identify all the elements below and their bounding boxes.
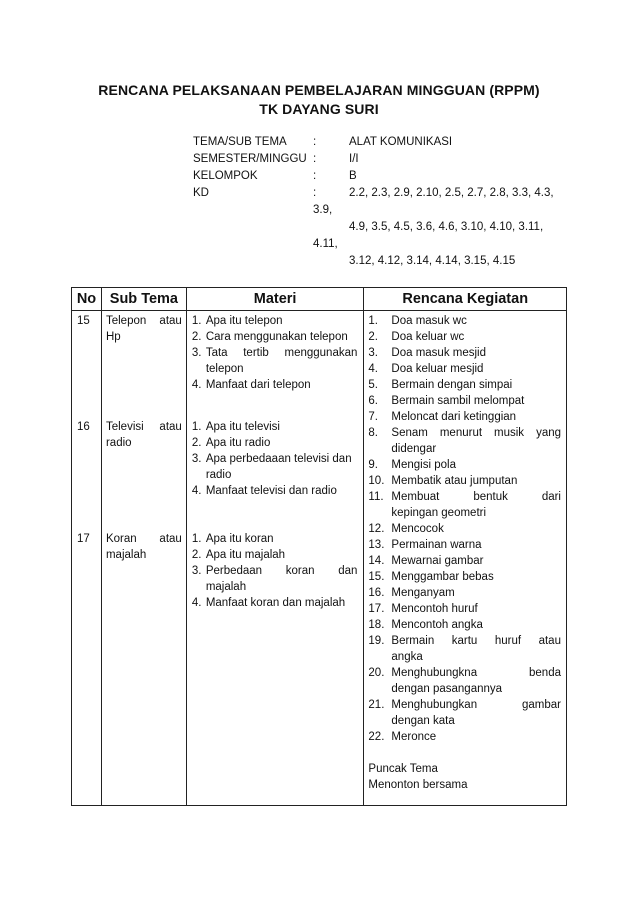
materi-item: Manfaat koran dan majalah: [205, 597, 346, 609]
item-number: 2.: [191, 331, 202, 343]
colon: :: [313, 187, 317, 199]
item-number: 3.: [191, 565, 202, 577]
item-number: 2.: [191, 549, 202, 561]
kegiatan-item: Doa keluar wc: [391, 331, 465, 343]
word: benda: [529, 667, 561, 679]
item-number: 3.: [191, 453, 202, 465]
tema-label: TEMA/SUB TEMA: [193, 136, 287, 148]
kd-line-1-cont: 3.9,: [313, 204, 333, 216]
word: Telepon: [105, 315, 147, 327]
word: dan: [338, 565, 358, 577]
header-no: No: [72, 288, 102, 311]
kelompok-label: KELOMPOK: [193, 170, 258, 182]
word: Bermain: [391, 635, 435, 647]
kegiatan-item: Mewarnai gambar: [391, 555, 484, 567]
sub-tema-line: majalah: [105, 549, 147, 561]
kegiatan-item: Permainan warna: [391, 539, 482, 551]
header-materi: Materi: [186, 288, 364, 311]
kegiatan-item: Bermain dengan simpai: [391, 379, 513, 391]
item-number: 5.: [368, 379, 378, 391]
row-number: 15: [77, 315, 90, 327]
sub-tema-line: [106, 419, 182, 435]
kegiatan-item: Mencontoh angka: [391, 619, 483, 631]
materi-column: [186, 311, 364, 806]
info-block: [193, 134, 573, 267]
word: Menghubungkan: [391, 699, 478, 711]
item-number: 11.: [368, 491, 384, 503]
kegiatan-item: Doa keluar mesjid: [391, 363, 484, 375]
item-number: 13.: [368, 539, 385, 551]
word: Apa perbedaaan televisi dan: [205, 453, 352, 465]
item-number: 15.: [368, 571, 385, 583]
materi-item: Apa itu koran: [205, 533, 274, 545]
kd-label: KD: [193, 187, 209, 199]
word: atau: [538, 635, 561, 647]
materi-item: Manfaat televisi dan radio: [205, 485, 337, 497]
school-name: TK DAYANG SURI: [259, 101, 379, 117]
kd-line-2: 4.9, 3.5, 4.5, 3.6, 4.6, 3.10, 4.10, 3.11,: [349, 221, 544, 233]
materi-item: Apa itu radio: [205, 437, 271, 449]
sub-tema-line: Hp: [105, 331, 121, 343]
word: menggunakan: [284, 347, 358, 359]
item-number: 22.: [368, 731, 385, 743]
word: huruf: [494, 635, 522, 647]
word: Televisi: [105, 421, 144, 433]
materi-item: Apa itu televisi: [205, 421, 280, 433]
item-number: 7.: [368, 411, 378, 423]
sub-tema-line: radio: [105, 437, 132, 449]
kegiatan-item: [391, 425, 561, 441]
no-column: [72, 311, 102, 806]
item-number: 10.: [368, 475, 385, 487]
item-number: 12.: [368, 523, 385, 535]
word: menurut: [439, 427, 483, 439]
kegiatan-item: Doa masuk wc: [391, 315, 467, 327]
kd-line-1: 2.2, 2.3, 2.9, 2.10, 2.5, 2.7, 2.8, 3.3, 4.3,: [349, 187, 554, 199]
kegiatan-item: didengar: [391, 443, 437, 455]
item-number: 17.: [368, 603, 385, 615]
materi-item: Apa itu majalah: [205, 549, 286, 561]
materi-item: Manfaat dari telepon: [205, 379, 311, 391]
item-number: 18.: [368, 619, 385, 631]
sub-tema-line: [106, 531, 182, 547]
word: atau: [159, 533, 182, 545]
word: Koran: [105, 533, 137, 545]
materi-item: radio: [205, 469, 232, 481]
semester-label: SEMESTER/MINGGU: [193, 153, 307, 165]
kegiatan-item: Doa masuk mesjid: [391, 347, 486, 359]
kegiatan-item: Menganyam: [391, 587, 455, 599]
kegiatan-item: Membatik atau jumputan: [391, 475, 518, 487]
kegiatan-item: Meronce: [391, 731, 437, 743]
header-rencana-kegiatan: Rencana Kegiatan: [364, 288, 567, 311]
kegiatan-item: Bermain sambil melompat: [391, 395, 525, 407]
item-number: 4.: [191, 597, 202, 609]
rppm-table: [71, 287, 567, 806]
item-number: 1.: [191, 533, 202, 545]
item-number: 1.: [191, 421, 202, 433]
item-number: 3.: [368, 347, 378, 359]
word: tertib: [243, 347, 269, 359]
kegiatan-item: [391, 665, 561, 681]
header-sub-tema: Sub Tema: [101, 288, 186, 311]
puncak-tema-title: Puncak Tema: [368, 763, 438, 775]
word: gambar: [522, 699, 561, 711]
word: koran: [285, 565, 315, 577]
materi-item: [206, 451, 358, 467]
item-number: 9.: [368, 459, 378, 471]
materi-item: [206, 345, 358, 361]
word: atau: [159, 315, 182, 327]
kegiatan-item: [391, 489, 561, 505]
item-number: 4.: [368, 363, 378, 375]
row-number: 16: [77, 421, 90, 433]
materi-item: telepon: [205, 363, 244, 375]
word: dari: [541, 491, 561, 503]
kegiatan-item: [391, 697, 561, 713]
word: kartu: [451, 635, 478, 647]
word: atau: [159, 421, 182, 433]
item-number: 8.: [368, 427, 378, 439]
item-number: 19.: [368, 635, 385, 647]
kegiatan-column: [364, 311, 567, 806]
word: bentuk: [473, 491, 508, 503]
kegiatan-item: Mencocok: [391, 523, 444, 535]
kegiatan-item: [391, 633, 561, 649]
kegiatan-item: Menggambar bebas: [391, 571, 494, 583]
item-number: 16.: [368, 587, 385, 599]
kegiatan-item: Meloncat dari ketinggian: [391, 411, 517, 423]
materi-item: majalah: [205, 581, 247, 593]
sub-tema-column: [101, 311, 186, 806]
colon: :: [313, 153, 317, 165]
materi-item: Cara menggunakan telepon: [205, 331, 348, 343]
word: Tata: [205, 347, 228, 359]
sub-tema-line: [106, 313, 182, 329]
colon: :: [313, 136, 317, 148]
word: Perbedaan: [205, 565, 263, 577]
item-number: 20.: [368, 667, 385, 679]
puncak-tema-text: Menonton bersama: [368, 779, 468, 791]
semester-value: I/I: [349, 153, 359, 165]
word: musik: [494, 427, 525, 439]
materi-item: [206, 563, 358, 579]
tema-value: ALAT KOMUNIKASI: [349, 136, 453, 148]
materi-item: Apa itu telepon: [205, 315, 283, 327]
item-number: 4.: [191, 379, 202, 391]
kegiatan-item: dengan kata: [391, 715, 455, 727]
item-number: 4.: [191, 485, 202, 497]
kegiatan-item: Mencontoh huruf: [391, 603, 478, 615]
item-number: 14.: [368, 555, 385, 567]
word: Membuat: [391, 491, 440, 503]
kegiatan-item: Mengisi pola: [391, 459, 456, 471]
item-number: 3.: [191, 347, 202, 359]
word: Menghubungkna: [391, 667, 478, 679]
item-number: 2.: [368, 331, 378, 343]
kegiatan-item: dengan pasangannya: [391, 683, 503, 695]
item-number: 1.: [191, 315, 202, 327]
kd-line-2-cont: 4.11,: [313, 238, 338, 250]
word: yang: [536, 427, 561, 439]
kelompok-value: B: [349, 170, 357, 182]
kegiatan-item: kepingan geometri: [391, 507, 487, 519]
kd-line-3: 3.12, 4.12, 3.14, 4.14, 3.15, 4.15: [349, 255, 516, 267]
kegiatan-item: angka: [391, 651, 423, 663]
row-number: 17: [77, 533, 90, 545]
item-number: 6.: [368, 395, 378, 407]
item-number: 1.: [368, 315, 378, 327]
colon: :: [313, 170, 317, 182]
item-number: 2.: [191, 437, 202, 449]
word: Senam: [391, 427, 428, 439]
item-number: 21.: [368, 699, 385, 711]
document-title: RENCANA PELAKSANAAN PEMBELAJARAN MINGGUAN (RPPM): [98, 82, 540, 98]
